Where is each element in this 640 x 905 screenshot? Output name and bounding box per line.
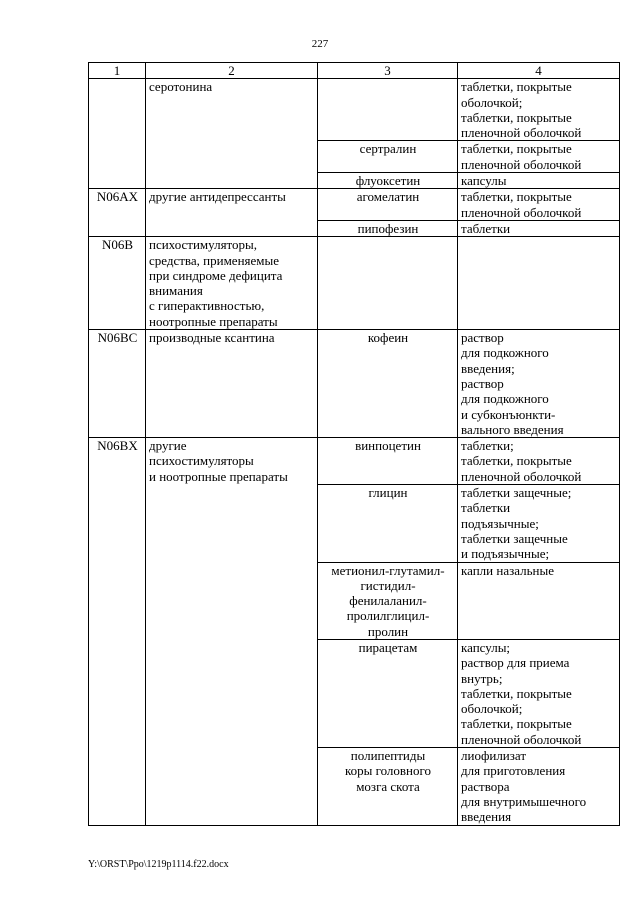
dosage-form-line: пленочной оболочкой — [461, 731, 582, 747]
dosage-form-line: таблетки, покрытые — [461, 141, 572, 157]
substance-line: винпоцетин — [355, 438, 421, 454]
substance-line: пролилглицил- — [346, 608, 430, 624]
group-name-cell — [146, 438, 318, 825]
dosage-form-line: вального введения — [461, 421, 564, 437]
group-name-line: при синдроме дефицита — [149, 267, 283, 283]
substance-line: мозга скота — [356, 778, 420, 794]
dosage-form-line: и подъязычные; — [461, 546, 550, 562]
table-row — [89, 438, 620, 485]
table-row — [89, 189, 620, 221]
drug-table — [88, 62, 620, 826]
dosage-form-line: внутрь; — [461, 670, 503, 686]
column-header-3: 3 — [318, 63, 458, 79]
dosage-form-line: оболочкой; — [461, 94, 523, 110]
dosage-form-line: пленочной оболочкой — [461, 468, 582, 484]
column-header-4: 4 — [458, 63, 620, 79]
substance-cell — [318, 79, 458, 141]
dosage-form-cell — [458, 79, 620, 141]
substance-line: кофеин — [367, 330, 409, 346]
dosage-form-line: для подкожного — [461, 345, 549, 361]
file-path-footer: Y:\ORST\Ppo\1219p1114.f22.docx — [88, 859, 229, 870]
dosage-form-line: лиофилизат — [461, 748, 527, 764]
atc-code-cell: N06B — [89, 237, 146, 330]
group-name-cell — [146, 237, 318, 330]
substance-line: полипептиды — [350, 748, 426, 764]
dosage-form-line: таблетки, покрытые — [461, 453, 572, 469]
group-name-cell — [146, 330, 318, 438]
atc-code-cell: N06AX — [89, 189, 146, 237]
dosage-form-line: и субконъюнкти- — [461, 406, 556, 422]
substance-cell — [318, 189, 458, 221]
dosage-form-line: капли назальные — [461, 562, 554, 578]
group-name-line: серотонина — [149, 79, 213, 95]
dosage-form-line: таблетки, покрытые — [461, 109, 572, 125]
dosage-form-line: раствор — [461, 330, 504, 346]
dosage-form-cell — [458, 330, 620, 438]
dosage-form-cell — [458, 141, 620, 173]
column-header-1: 1 — [89, 63, 146, 79]
group-name-line: с гиперактивностью, — [149, 298, 265, 314]
dosage-form-line: раствора — [461, 778, 510, 794]
dosage-form-cell — [458, 485, 620, 562]
column-header-2: 2 — [146, 63, 318, 79]
substance-cell — [318, 220, 458, 236]
dosage-form-cell — [458, 748, 620, 825]
atc-code-cell — [89, 79, 146, 189]
dosage-form-line: пленочной оболочкой — [461, 204, 582, 220]
group-name-line: психостимуляторы — [149, 453, 254, 469]
dosage-form-cell — [458, 237, 620, 330]
group-name-line: другие — [149, 438, 187, 454]
substance-line: фенилаланил- — [349, 593, 427, 609]
substance-cell — [318, 485, 458, 562]
dosage-form-line: таблетки; — [461, 438, 514, 454]
substance-cell — [318, 748, 458, 825]
dosage-form-line: пленочной оболочкой — [461, 125, 582, 141]
dosage-form-cell — [458, 639, 620, 747]
group-name-line: производные ксантина — [149, 330, 275, 346]
dosage-form-line: таблетки — [461, 500, 511, 516]
dosage-form-cell — [458, 562, 620, 639]
substance-line: флуоксетин — [355, 173, 421, 189]
dosage-form-line: капсулы — [461, 173, 507, 189]
dosage-form-cell — [458, 173, 620, 189]
dosage-form-line: раствор — [461, 375, 504, 391]
group-name-line: другие антидепрессанты — [149, 189, 286, 205]
group-name-line: и ноотропные препараты — [149, 468, 288, 484]
table-row — [89, 79, 620, 141]
substance-cell — [318, 237, 458, 330]
substance-line: метионил-глутамил- — [331, 562, 445, 578]
substance-cell — [318, 639, 458, 747]
substance-cell — [318, 562, 458, 639]
group-name-cell — [146, 79, 318, 189]
dosage-form-line: для внутримышечного — [461, 793, 587, 809]
group-name-line: средства, применяемые — [149, 252, 280, 268]
table-row — [89, 237, 620, 330]
dosage-form-line: таблетки защечные — [461, 530, 568, 546]
dosage-form-line: таблетки защечные; — [461, 485, 572, 501]
dosage-form-line: подъязычные; — [461, 515, 539, 531]
substance-line: агомелатин — [356, 189, 420, 205]
group-name-line: ноотропные препараты — [149, 313, 278, 329]
substance-cell — [318, 141, 458, 173]
atc-code-cell: N06BX — [89, 438, 146, 825]
substance-cell — [318, 173, 458, 189]
substance-cell — [318, 438, 458, 485]
dosage-form-line: для приготовления — [461, 763, 566, 779]
substance-line: пролин — [367, 623, 409, 639]
group-name-line: психостимуляторы, — [149, 237, 258, 253]
dosage-form-cell — [458, 438, 620, 485]
substance-line: коры головного — [344, 763, 432, 779]
substance-line: пирацетам — [358, 639, 418, 655]
dosage-form-cell — [458, 189, 620, 221]
dosage-form-line: введения — [461, 809, 512, 825]
dosage-form-line: капсулы; — [461, 639, 511, 655]
dosage-form-line: таблетки, покрытые — [461, 189, 572, 205]
substance-cell — [318, 330, 458, 438]
dosage-form-line: таблетки, покрытые — [461, 685, 572, 701]
group-name-cell — [146, 189, 318, 237]
dosage-form-line: раствор для приема — [461, 655, 570, 671]
dosage-form-cell — [458, 220, 620, 236]
dosage-form-line: введения; — [461, 360, 515, 376]
dosage-form-line: пленочной оболочкой — [461, 156, 582, 172]
dosage-form-line: таблетки, покрытые — [461, 79, 572, 95]
header-row — [89, 63, 620, 79]
substance-line: сертралин — [359, 141, 417, 157]
substance-line: глицин — [368, 485, 408, 501]
group-name-line: внимания — [149, 283, 203, 299]
dosage-form-line: таблетки — [461, 220, 511, 236]
page-number: 227 — [311, 38, 329, 50]
table-row — [89, 330, 620, 438]
dosage-form-line: оболочкой; — [461, 701, 523, 717]
atc-code-cell: N06BC — [89, 330, 146, 438]
substance-line: пипофезин — [357, 220, 419, 236]
dosage-form-line: таблетки, покрытые — [461, 716, 572, 732]
substance-line: гистидил- — [360, 577, 416, 593]
dosage-form-line: для подкожного — [461, 391, 549, 407]
